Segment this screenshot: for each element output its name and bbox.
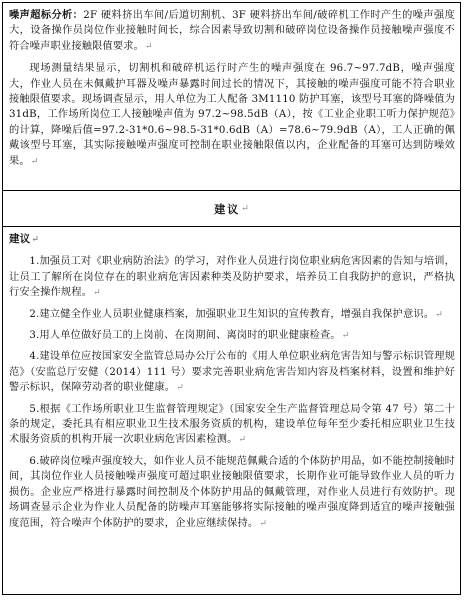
analysis-intro-text: 2F 硬料挤出车间/后道切割机、3F 硬料挤出车间/破碎机工作时产生的噪声强度大，设备操作员岗位作业接触时间长，综合因素导致切割和破碎岗位设备操作员接触噪声强度不符合噪声职业接触限值要求。 — [9, 10, 455, 52]
recommendation-item: 3.用人单位做好员工的上岗前、在岗期间、离岗时的职业健康检查。↵ — [29, 330, 350, 342]
return-mark-icon: ↵ — [238, 435, 247, 446]
recommendation-item: 2.建立健全作业人员职业健康档案，加强职业卫生知识的宣传教育，增强自我保护意识。↵ — [29, 308, 443, 320]
return-mark-icon: ↵ — [30, 156, 39, 167]
measurement-paragraph — [9, 61, 455, 170]
return-mark-icon: ↵ — [435, 309, 443, 320]
recommendation-title: 建议↵ — [9, 233, 40, 245]
return-mark-icon: ↵ — [145, 41, 153, 52]
noise-analysis-section — [3, 3, 460, 191]
return-mark-icon: ↵ — [259, 518, 268, 529]
return-mark-icon: ↵ — [341, 331, 350, 342]
recommendation-section — [3, 227, 460, 594]
recommendation-item: 5.根据《工作场所职业卫生监督管理规定》（国家安全生产监督管理总局令第 47 号）第二十条的规定，委托具有相应职业卫生技术服务资质的机构，建设单位每年至少委托相应职业卫生技术服务资质的机构开展一次职业病危害因素检测。↵ — [9, 403, 455, 446]
return-mark-icon: ↵ — [241, 203, 249, 214]
recommendation-item: 1.加强员工对《职业病防治法》的学习，对作业人员进行岗位职业病危害因素的告知与培训，让员工了解所在岗位存在的职业病危害因素种类及防护要求，培养员工自我防护的意识，严格执行安全操作规程。↵ — [9, 256, 456, 299]
recommendation-item: 4.建设单位应按国家安全监管总局办公厅公布的《用人单位职业病危害告知与警示标识管理规范》（安监总厅安健（2014）111 号）要求完善职业病危害告知内容及档案材料，设置和维护好警示标识，保障劳动者的职业健康。↵ — [9, 351, 456, 394]
measurement-text: 现场测量结果显示，切割机和破碎机运行时产生的噪声强度在 96.7~97.7dB，噪声强度大，作业人员在未佩戴护耳器及噪声暴露时间过长的情况下，其接触的噪声强度可能不符合职业接触限值要求。现场调查显示，用人单位为工人配备 3M1110 防护耳塞，该型号耳塞的降噪值为 31dB，工作场所岗位工人接触噪声值为 97.2~98.5dB（A），按《工业企业职工听力保护规范》的计算，降噪后值=97.2-31*0.6~98.5-31*0.6dB（A）=78.6~79.9dB（A），工人正确的佩戴该型号耳塞，其实际接触噪声强度可控制在职业接触限值以内，企业配备的耳塞可达到防噪效果。 — [9, 63, 455, 167]
analysis-label: 噪声超标分析： — [9, 9, 84, 21]
return-mark-icon: ↵ — [93, 288, 101, 299]
return-mark-icon: ↵ — [31, 235, 40, 245]
return-mark-icon: ↵ — [176, 383, 184, 394]
recommendation-item: 6.破碎岗位噪声强度较大，如作业人员不能规范佩戴合适的个体防护用品，如不能控制接触时间，其岗位作业人员接触噪声强度可超过职业接触限值要求，长期作业可能导致作业人员的听力损伤。企业应严格进行暴露时间控制及个体防护用品的佩戴管理，对作业人员进行有效防护。现场调查显示企业为作业人员配备的防噪声耳塞能够将实际接触的噪声强度降到适宜的噪声接触强度范围，符合噪声个体防护的要求，企业应继续保持。↵ — [9, 455, 456, 529]
recommendation-heading: 建议 — [214, 202, 241, 216]
recommendation-heading-row — [3, 191, 460, 227]
analysis-intro-paragraph — [9, 8, 455, 55]
document-table — [2, 2, 461, 595]
